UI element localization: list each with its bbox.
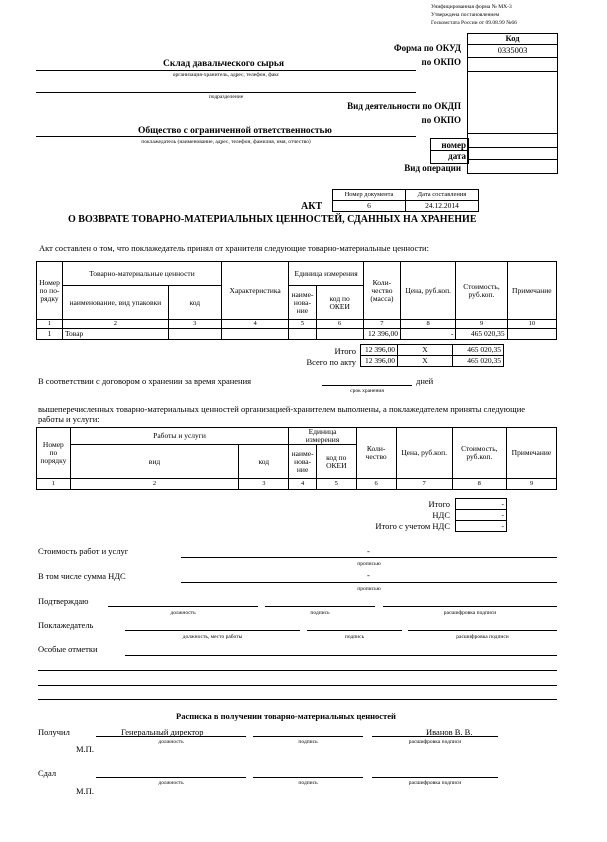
goods-col-num: Номер по по- рядку	[37, 262, 63, 320]
confirm-decode-caption: расшифровка подписи	[443, 610, 497, 616]
services-colnum: 7	[396, 479, 452, 490]
vat-value: -	[367, 570, 370, 580]
confirm-position-caption: должность	[170, 610, 196, 616]
goods-col-values: Товарно-материальные ценности	[63, 262, 222, 286]
cost-value: -	[367, 546, 370, 556]
goods-row-code	[168, 329, 221, 340]
goods-col-name: наименование, вид упаковки	[63, 286, 169, 320]
services-col-price: Цена, руб.коп.	[396, 428, 452, 479]
handed-signature-caption: подпись	[298, 780, 318, 786]
handed-signature-line	[253, 777, 363, 778]
vat-line	[181, 582, 557, 583]
services-colnum: 2	[70, 479, 239, 490]
received-name: Иванов В. В.	[426, 727, 473, 737]
receipt-title: Расписка в получении товарно-материальных ценностей	[176, 711, 396, 721]
confirm-label: Подтверждаю	[38, 596, 89, 606]
goods-colnum: 1	[37, 320, 63, 329]
services-col-note: Примечание	[506, 428, 556, 479]
okpo2-label: по ОКПО	[421, 115, 461, 125]
goods-row-char	[221, 329, 288, 340]
depositor-position-caption: должность, место работы	[182, 634, 243, 640]
received-stamp: М.П.	[76, 744, 94, 754]
received-label: Получил	[38, 727, 70, 737]
goods-col-sum: Стоимость, руб.коп.	[456, 262, 507, 320]
dept-caption: подразделение	[208, 94, 244, 100]
goods-all-sum: 465 020,35	[453, 356, 504, 367]
special-line	[38, 699, 557, 700]
goods-row-num: 1	[37, 329, 63, 340]
received-decode-line	[372, 736, 498, 737]
handed-position-caption: должность	[158, 780, 184, 786]
handed-stamp: М.П.	[76, 786, 94, 796]
goods-col-note: Примечание	[507, 262, 556, 320]
doc-number-header: Номер документа	[333, 190, 406, 201]
doc-number: 6	[333, 201, 406, 212]
goods-colnum: 6	[316, 320, 363, 329]
goods-colnum: 10	[507, 320, 556, 329]
goods-colnum: 4	[221, 320, 288, 329]
goods-total-qty: 12 396,00	[361, 345, 398, 356]
okud-label: Форма по ОКУД	[393, 43, 461, 53]
storage-days: дней	[416, 376, 434, 386]
doc-intro: Акт составлен о том, что поклажедатель принял от хранителя следующие товарно-материальные ценности:	[39, 243, 429, 253]
goods-col-okei: код по ОКЕИ	[316, 286, 363, 320]
goods-total-price: X	[398, 345, 453, 356]
received-signature-line	[253, 736, 363, 737]
operation-label: Вид операции	[404, 163, 461, 173]
received-position-line	[96, 736, 246, 737]
goods-row-sum: 465 020,35	[456, 329, 507, 340]
form-note-line: Унифицированная форма № МХ-3	[431, 4, 512, 10]
form-note	[431, 3, 517, 27]
goods-col-price: Цена, руб.коп.	[401, 262, 456, 320]
services-col-num: Номер по порядку	[37, 428, 71, 479]
goods-row-note	[507, 329, 556, 340]
special-line	[38, 670, 557, 671]
goods-col-qty: Коли- чество (масса)	[363, 262, 400, 320]
special-marks-label: Особые отметки	[38, 644, 98, 654]
received-signature-caption: подпись	[298, 739, 318, 745]
goods-col-unit: Единица измерения	[289, 262, 363, 286]
services-col-code: код	[239, 445, 289, 479]
services-col-okei: код по ОКЕИ	[316, 445, 356, 479]
services-vat-value: -	[456, 510, 507, 521]
cost-line	[181, 557, 557, 558]
cost-label: Стоимость работ и услуг	[38, 546, 129, 556]
confirm-signature-caption: подпись	[310, 610, 330, 616]
received-decode-caption: расшифровка подписи	[408, 739, 462, 745]
contract-date-label: дата	[448, 151, 466, 161]
storage-term-line	[322, 385, 412, 386]
storage-text: В соответствии с договором о хранении за время хранения	[38, 376, 252, 386]
confirm-signature-line	[265, 606, 375, 607]
services-colnum: 5	[316, 479, 356, 490]
handed-position-line	[96, 777, 246, 778]
act-word: АКТ	[301, 201, 323, 212]
services-table	[36, 427, 557, 490]
handed-decode-caption: расшифровка подписи	[408, 780, 462, 786]
goods-row-name: Товар	[63, 329, 169, 340]
blank-code-cell	[468, 71, 557, 134]
services-col-unit: Единица измерения	[289, 428, 356, 445]
okpo-label: по ОКПО	[421, 57, 461, 67]
dept-line	[36, 92, 416, 93]
special-line	[38, 685, 557, 686]
okdp-label: Вид деятельности по ОКДП	[347, 101, 461, 111]
form-note-line: Госкомстата России от 09.08.99 №66	[431, 20, 517, 26]
depositor-decode-caption: расшифровка подписи	[456, 634, 509, 640]
received-position: Генеральный директор	[121, 727, 204, 737]
goods-all-qty: 12 396,00	[361, 356, 398, 367]
holder-org: Склад давальческого сырья	[163, 59, 285, 69]
goods-row-qty: 12 396,00	[363, 329, 400, 340]
goods-total-sum: 465 020,35	[453, 345, 504, 356]
goods-table	[36, 261, 557, 340]
storage-obligations: вышеперечисленных товарно-материальных ценностей организацией-хранителем выполнены, а поклажедателем приняты следующие работы и услуги:	[38, 404, 526, 424]
okdp-code	[468, 133, 557, 148]
services-total-vat-value: -	[456, 521, 507, 532]
services-colnum: 9	[506, 479, 556, 490]
goods-all-label: Всего по акту	[306, 357, 356, 367]
holder-caption: организация-хранитель, адрес, телефон, факс	[172, 72, 280, 78]
cost-caption: прописью	[357, 561, 381, 567]
holder-line	[36, 70, 416, 71]
goods-colnum: 2	[63, 320, 169, 329]
storage-caption: срок хранения	[350, 388, 384, 394]
okpo-code	[468, 57, 557, 72]
code-box	[467, 33, 558, 174]
services-totals	[455, 498, 507, 532]
depositor-line	[36, 136, 416, 137]
depositor-decode-line	[408, 630, 557, 631]
goods-row-okei	[316, 329, 363, 340]
handed-label: Сдал	[38, 768, 57, 778]
goods-totals	[360, 344, 504, 367]
services-col-works: Работы и услуги	[70, 428, 289, 445]
okud-code: 0335003	[468, 44, 557, 58]
goods-col-code: код	[168, 286, 221, 320]
goods-colnum: 5	[289, 320, 316, 329]
services-colnum: 4	[289, 479, 317, 490]
confirm-decode-line	[383, 606, 557, 607]
depositor-label: Поклажедатель	[38, 620, 94, 630]
goods-row-price: -	[401, 329, 456, 340]
services-total-label: Итого	[428, 499, 450, 509]
goods-col-char: Характеристика	[221, 262, 288, 320]
services-total-vat-label: Итого с учетом НДС	[375, 521, 450, 531]
goods-colnum: 8	[401, 320, 456, 329]
goods-all-price: X	[398, 356, 453, 367]
services-col-qty: Коли- чество	[356, 428, 396, 479]
doc-title: О ВОЗВРАТЕ ТОВАРНО-МАТЕРИАЛЬНЫХ ЦЕННОСТЕЙ, СДАННЫХ НА ХРАНЕНИЕ	[68, 214, 477, 225]
doc-date-header: Дата составления	[406, 190, 479, 201]
services-colnum: 8	[452, 479, 506, 490]
services-col-kind: вид	[70, 445, 239, 479]
goods-colnum: 9	[456, 320, 507, 329]
handed-decode-line	[372, 777, 498, 778]
services-col-unit-name: наиме- нова- ние	[289, 445, 317, 479]
form-note-line: Утверждена постановлением	[431, 12, 500, 18]
depositor-org: Общество с ограниченной ответственностью	[138, 126, 332, 136]
table-row	[37, 329, 557, 340]
depositor-position-line	[125, 630, 300, 631]
services-total-value: -	[456, 499, 507, 510]
services-col-sum: Стоимость, руб.коп.	[452, 428, 506, 479]
services-colnum: 3	[239, 479, 289, 490]
doc-number-table	[332, 189, 479, 212]
received-position-caption: должность	[158, 739, 184, 745]
special-line	[125, 655, 557, 656]
goods-total-label: Итого	[334, 346, 356, 356]
depositor-caption: поклажедатель (наименование, адрес, телефон, фамилия, имя, отчество)	[141, 139, 311, 145]
code-header: Код	[505, 33, 520, 43]
goods-row-unit-name	[289, 329, 316, 340]
goods-colnum: 3	[168, 320, 221, 329]
vat-caption: прописью	[357, 586, 381, 592]
doc-date: 24.12.2014	[406, 201, 479, 212]
services-colnum: 1	[37, 479, 71, 490]
depositor-signature-caption: подпись	[344, 634, 365, 640]
services-colnum: 6	[356, 479, 396, 490]
vat-label: В том числе сумма НДС	[38, 571, 126, 581]
services-vat-label: НДС	[432, 510, 450, 520]
contract-number-label: номер	[441, 140, 466, 150]
goods-col-unit-name: наиме- нова- ние	[289, 286, 316, 320]
operation-code	[468, 159, 557, 173]
depositor-signature-line	[307, 630, 402, 631]
goods-colnum: 7	[363, 320, 400, 329]
confirm-position-line	[108, 606, 258, 607]
